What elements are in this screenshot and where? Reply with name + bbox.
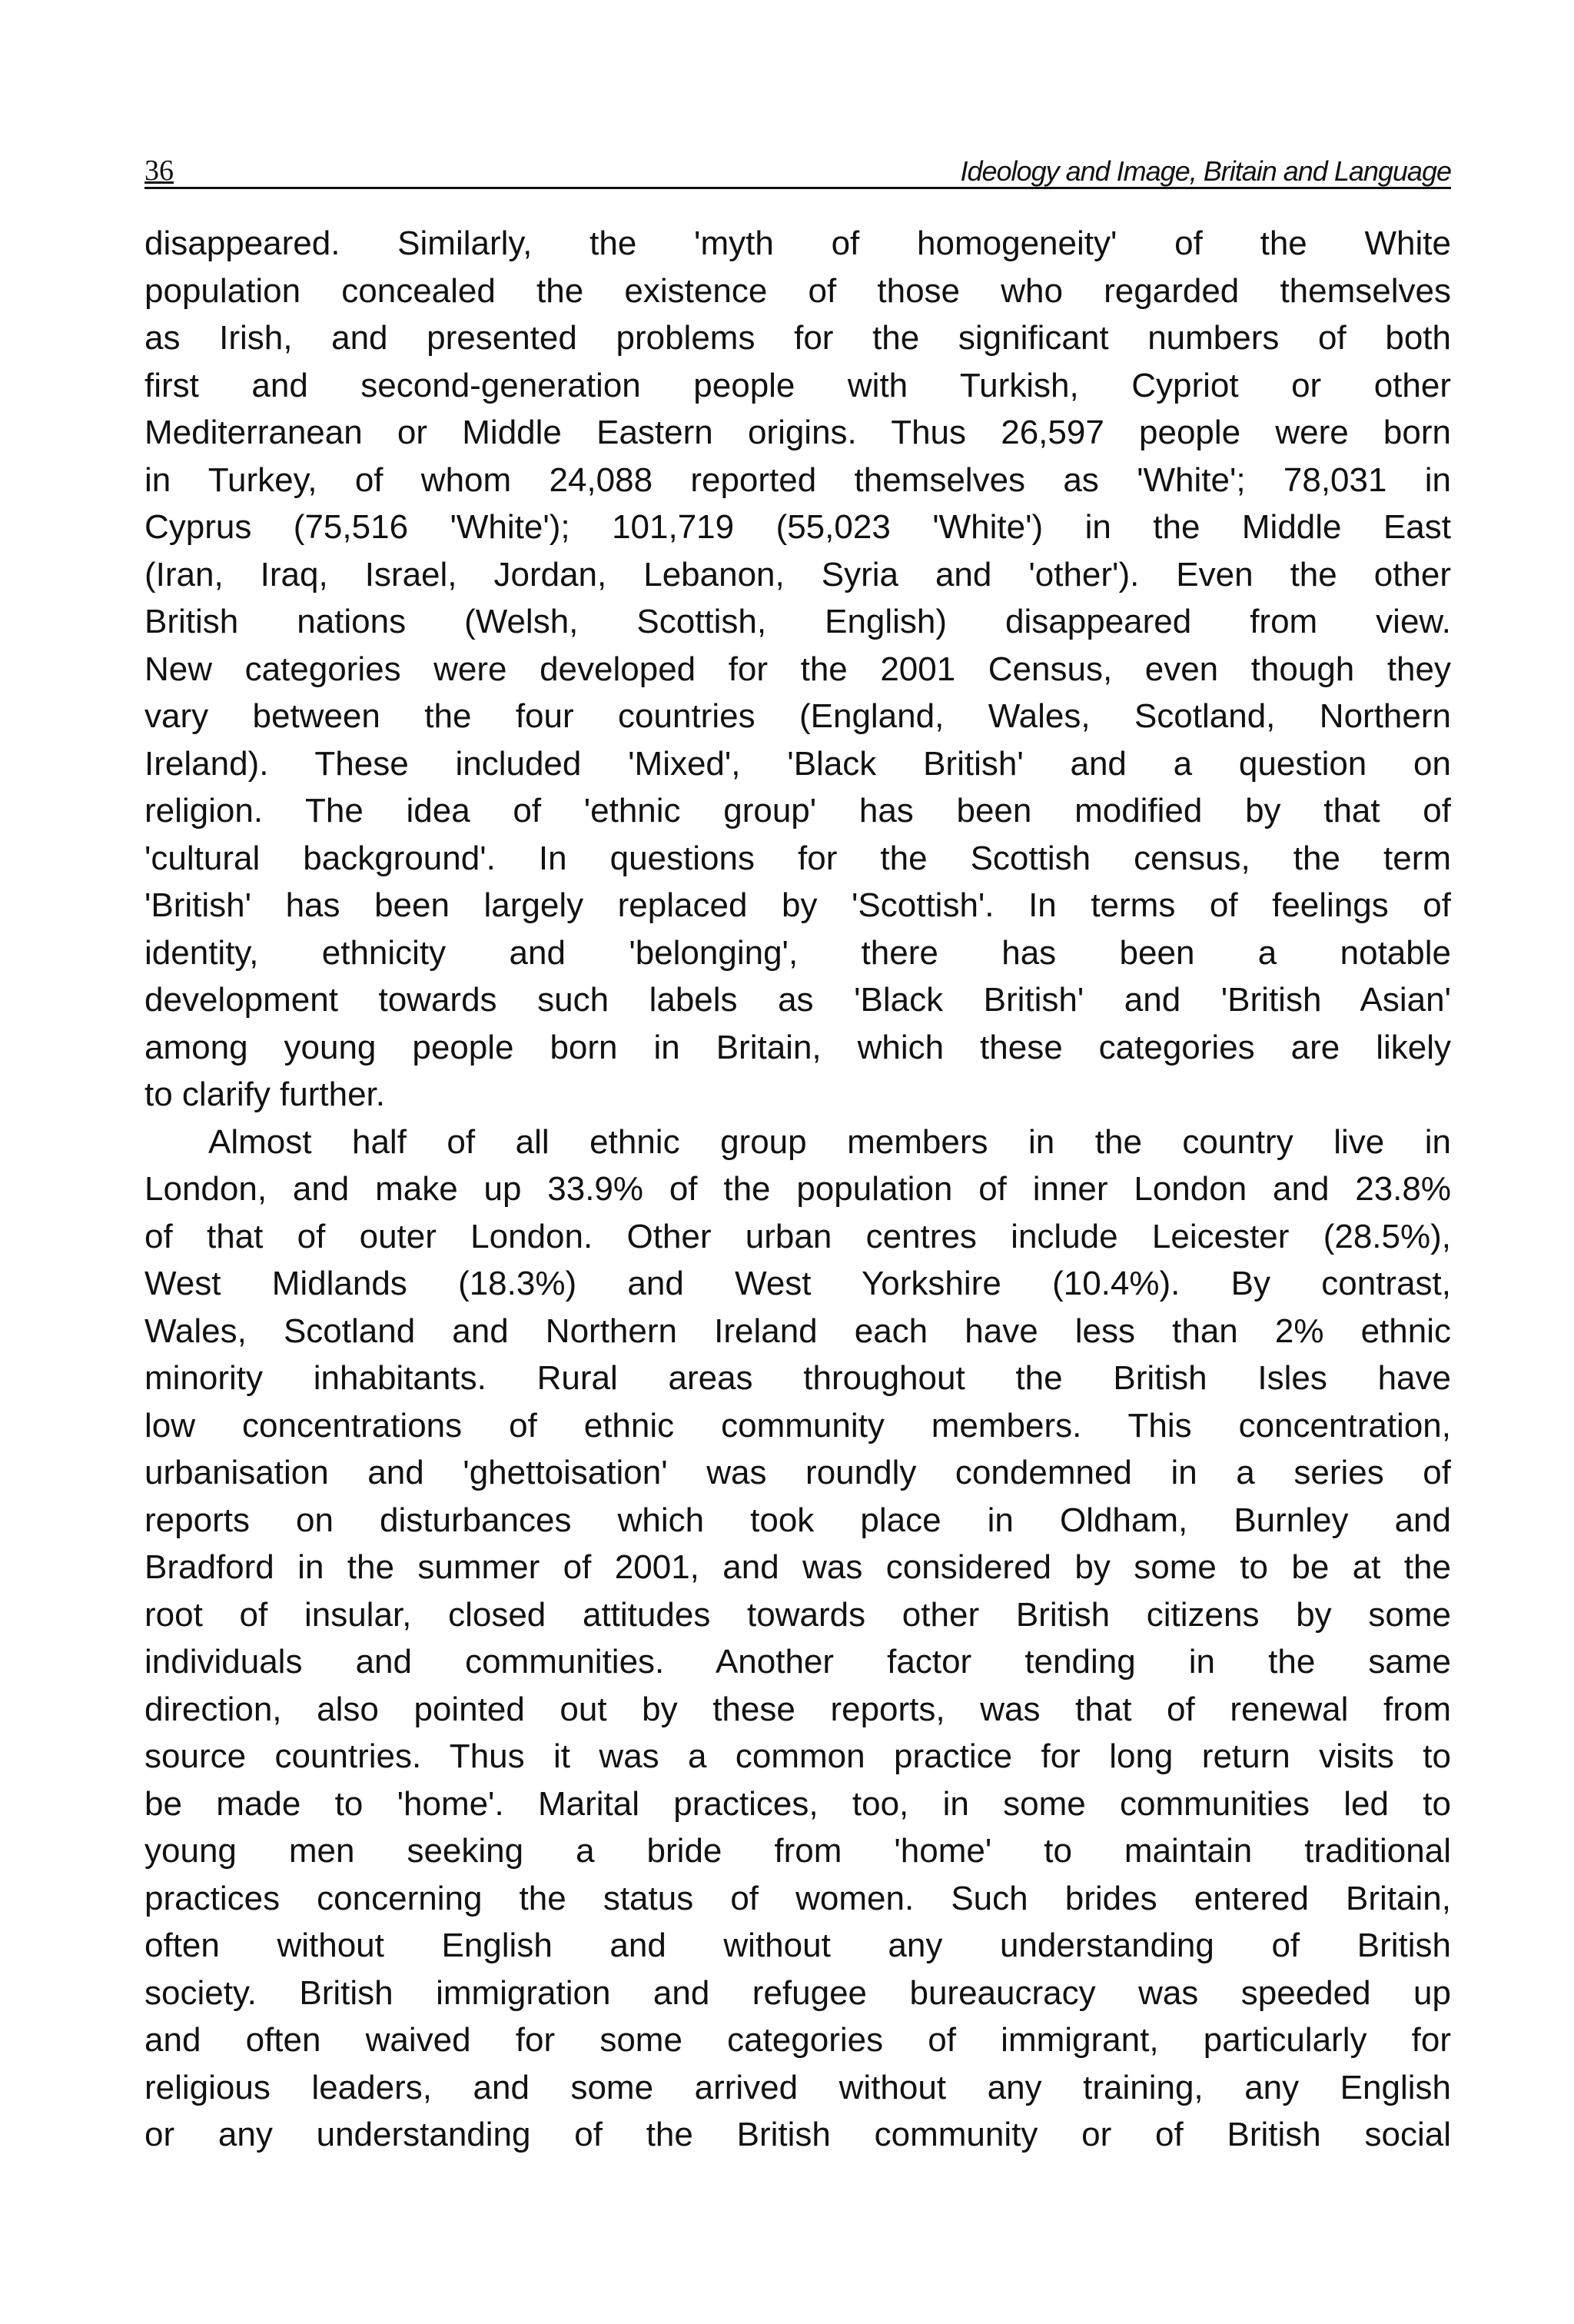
text-line: Ireland). These included 'Mixed', 'Black British' and a question on xyxy=(144,744,1451,783)
text-line: vary between the four countries (England, Wales, Scotland, Northern xyxy=(144,697,1451,735)
text-line: direction, also pointed out by these reports, was that of renewal from xyxy=(144,1690,1451,1728)
text-line: as Irish, and presented problems for the significant numbers of both xyxy=(144,319,1451,357)
text-line: Wales, Scotland and Northern Ireland each have less than 2% ethnic xyxy=(144,1312,1451,1350)
text-line: often without English and without any understanding of British xyxy=(144,1927,1451,1964)
paragraph-2 xyxy=(144,1119,1451,2159)
text-line: first and second-generation people with Turkish, Cypriot or other xyxy=(144,366,1451,404)
text-line: society. British immigration and refugee bureaucracy was speeded up xyxy=(144,1973,1451,2012)
running-header xyxy=(144,152,1451,189)
text-line: population concealed the existence of those who regarded themselves xyxy=(144,271,1451,310)
text-line: New categories were developed for the 2001 Census, even though they xyxy=(144,650,1451,688)
text-line: be made to 'home'. Marital practices, too, in some communities led to xyxy=(144,1784,1451,1823)
text-line: among young people born in Britain, which these categories are likely xyxy=(144,1028,1451,1066)
text-line: Mediterranean or Middle Eastern origins. Thus 26,597 people were born xyxy=(144,414,1451,451)
text-line: development towards such labels as 'Black British' and 'British Asian' xyxy=(144,981,1451,1019)
text-line: in Turkey, of whom 24,088 reported themselves as 'White'; 78,031 in xyxy=(144,460,1451,499)
text-line: low concentrations of ethnic community members. This concentration, xyxy=(144,1406,1451,1445)
text-line: reports on disturbances which took place in Oldham, Burnley and xyxy=(144,1501,1451,1539)
text-line: 'cultural background'. In questions for the Scottish census, the term xyxy=(144,839,1451,877)
text-line: urbanisation and 'ghettoisation' was roundly condemned in a series of xyxy=(144,1454,1451,1491)
text-line: identity, ethnicity and 'belonging', there has been a notable xyxy=(144,933,1451,972)
text-line: to clarify further. xyxy=(144,1076,386,1113)
text-line: young men seeking a bride from 'home' to maintain traditional xyxy=(144,1832,1451,1870)
body-text xyxy=(144,220,1451,2159)
text-line: Almost half of all ethnic group members in the country live in xyxy=(208,1122,1451,1161)
text-line: Bradford in the summer of 2001, and was considered by some to be at the xyxy=(144,1548,1451,1586)
running-title: Ideology and Image, Britain and Language xyxy=(960,155,1451,187)
text-line: minority inhabitants. Rural areas throughout the British Isles have xyxy=(144,1359,1451,1397)
text-line: individuals and communities. Another factor tending in the same xyxy=(144,1643,1451,1681)
text-line: source countries. Thus it was a common practice for long return visits to xyxy=(144,1737,1451,1775)
paragraph-1 xyxy=(144,220,1451,1119)
text-line: root of insular, closed attitudes towards other British citizens by some xyxy=(144,1595,1451,1634)
text-line: religious leaders, and some arrived without any training, any English xyxy=(144,2068,1451,2106)
text-line: or any understanding of the British community or of British social xyxy=(144,2116,1451,2153)
text-line: (Iran, Iraq, Israel, Jordan, Lebanon, Syria and 'other'). Even the other xyxy=(144,555,1451,593)
text-line: practices concerning the status of women. Such brides entered Britain, xyxy=(144,1879,1451,1917)
text-line: and often waived for some categories of immigrant, particularly for xyxy=(144,2021,1451,2059)
text-line: British nations (Welsh, Scottish, English) disappeared from view. xyxy=(144,603,1451,640)
text-line: 'British' has been largely replaced by 'Scottish'. In terms of feelings of xyxy=(144,886,1451,924)
text-line: London, and make up 33.9% of the population of inner London and 23.8% xyxy=(144,1170,1451,1208)
text-line: of that of outer London. Other urban centres include Leicester (28.5%), xyxy=(144,1217,1451,1255)
text-line: West Midlands (18.3%) and West Yorkshire (10.4%). By contrast, xyxy=(144,1265,1451,1302)
text-line: Cyprus (75,516 'White'); 101,719 (55,023 'White') in the Middle East xyxy=(144,508,1451,546)
page-number: 36 xyxy=(144,155,174,187)
text-line: religion. The idea of 'ethnic group' has been modified by that of xyxy=(144,792,1451,830)
text-line: disappeared. Similarly, the 'myth of homogeneity' of the White xyxy=(144,224,1451,262)
